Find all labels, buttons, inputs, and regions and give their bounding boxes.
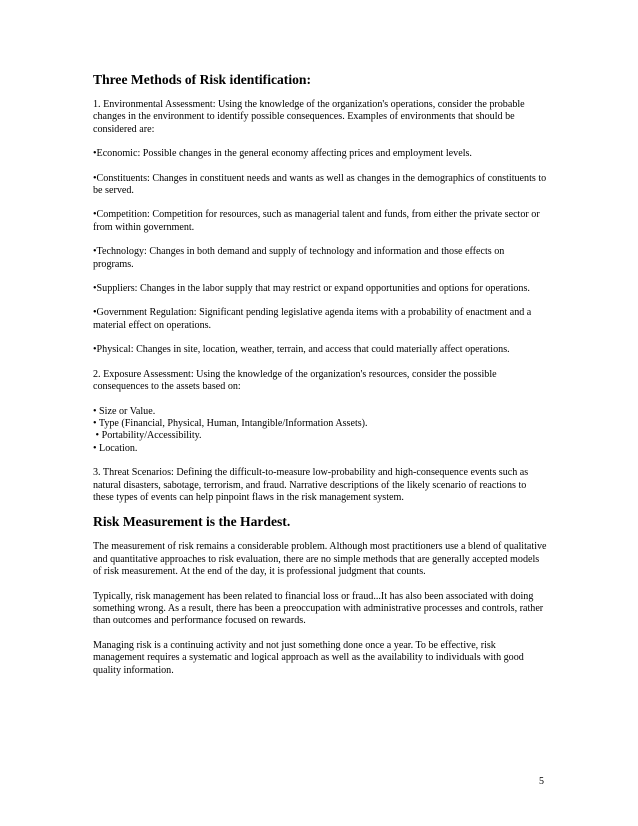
- risk-measurement-paragraph-2: Typically, risk management has been related to financial loss or fraud...It has also been associated with doing something wrong. As a result, there has been a preoccupation with administrative processes and controls, rather than outcomes and performance focused on rewards.: [93, 590, 544, 627]
- environment-item-physical: •Physical: Changes in site, location, weather, terrain, and access that could materially affect operations.: [93, 344, 510, 356]
- page-number: 5: [539, 776, 544, 787]
- asset-bullet-type: • Type (Financial, Physical, Human, Intangible/Information Assets).: [93, 417, 368, 429]
- section-heading-risk-identification: Three Methods of Risk identification:: [93, 72, 311, 87]
- environmental-assessment-paragraph: 1. Environmental Assessment: Using the knowledge of the organization's operations, consider the probable changes in the environment to identify possible consequences. Examples of environments that should be considered are:: [93, 99, 525, 135]
- risk-measurement-paragraph-1: The measurement of risk remains a considerable problem. Although most practitioners use a blend of qualitative and quantitative approaches to risk evaluation, there are no simple methods that are generally accepted models of risk measurement. At the end of the day, it is professional judgment that counts.: [93, 541, 547, 578]
- page-content: [93, 72, 547, 677]
- threat-scenarios-paragraph: 3. Threat Scenarios: Defining the difficult-to-measure low-probability and high-consequence events such as natural disasters, sabotage, terrorism, and fraud. Narrative descriptions of the likely scenario of reactions to these types of events can help pinpoint flaws in the risk management system.: [93, 467, 529, 503]
- environment-item-constituents: •Constituents: Changes in constituent needs and wants as well as changes in the demographics of constituents to be served.: [93, 172, 547, 197]
- asset-bullet-location: • Location.: [93, 442, 138, 454]
- section-heading-risk-measurement: Risk Measurement is the Hardest.: [93, 514, 291, 530]
- exposure-assessment-paragraph: 2. Exposure Assessment: Using the knowledge of the organization's resources, consider the possible consequences to the assets based on:: [93, 368, 497, 393]
- environment-item-economic: •Economic: Possible changes in the general economy affecting prices and employment levels.: [93, 148, 472, 160]
- asset-bullet-portability: • Portability/Accessibility.: [93, 430, 202, 442]
- environment-item-government-regulation: •Government Regulation: Significant pending legislative agenda items with a probability of enactment and a material effect on operations.: [93, 307, 532, 331]
- environment-item-suppliers: •Suppliers: Changes in the labor supply that may restrict or expand opportunities and options for operations.: [93, 283, 530, 295]
- asset-bullet-list: [93, 406, 547, 456]
- risk-measurement-paragraph-3: Managing risk is a continuing activity and not just something done once a year. To be effective, risk management requires a systematic and logical approach as well as the availability to individuals with good quality information.: [93, 639, 524, 676]
- environment-item-competition: •Competition: Competition for resources, such as managerial talent and funds, from either the private sector or from within government.: [93, 209, 540, 233]
- environment-item-technology: •Technology: Changes in both demand and supply of technology and information and those effects on programs.: [93, 246, 505, 270]
- asset-bullet-size: • Size or Value.: [93, 405, 156, 417]
